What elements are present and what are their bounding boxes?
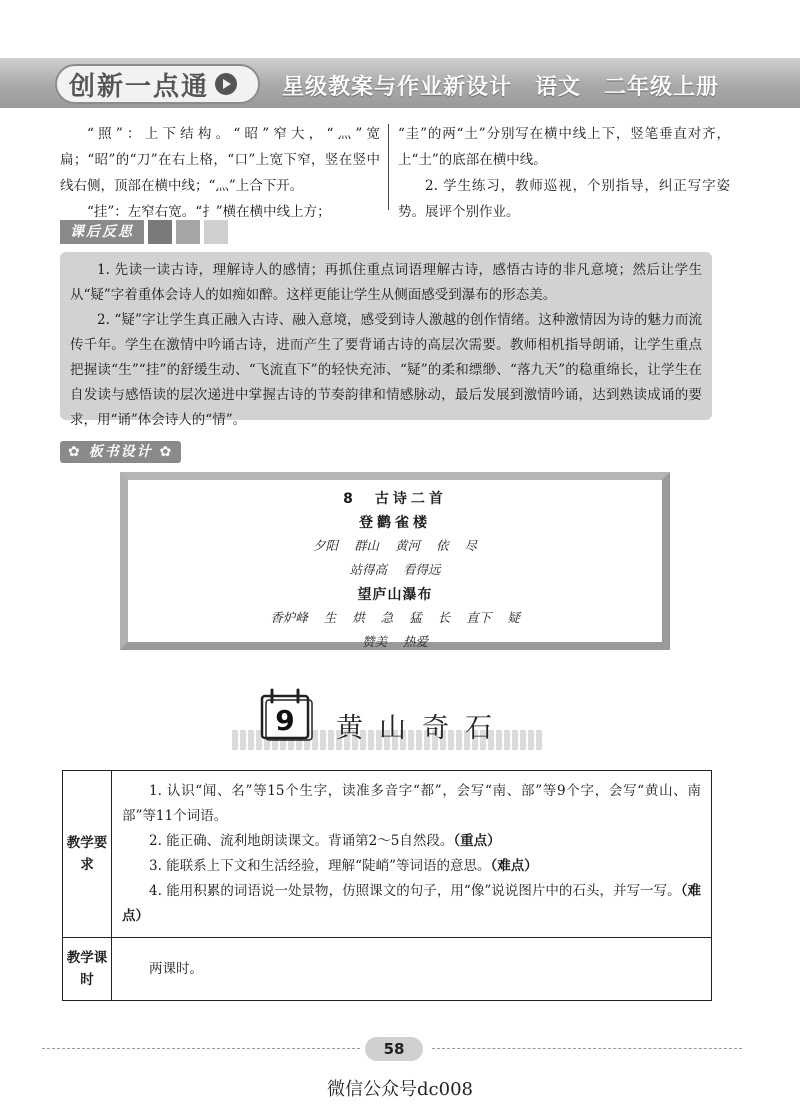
table-row	[63, 771, 712, 938]
poem-keywords: 香炉峰 生 烘 急 猛 长 直下 疑	[270, 610, 520, 625]
paragraph: 2. 学生练习，教师巡视，个别指导，纠正写字姿势。展评个别作业。	[398, 178, 730, 220]
table-row	[63, 938, 712, 1001]
reflection-paragraph: 1. 先读一读古诗，理解诗人的感情；再抓住重点词语理解古诗，感悟古诗的非凡意境；然后让学生从“疑”字着重体会诗人的如痴如醉。这样更能让学生从侧面感受到瀑布的形态美。	[70, 262, 702, 303]
requirement-item: 1. 认识“闻、名”等15个生字，读准多音字“都”，会写“南、部”等9个字，会写“黄山、南部”等11个词语。	[122, 783, 701, 824]
brand-name: 创新一点通	[69, 71, 210, 102]
board-design-label: 板书设计	[88, 444, 153, 460]
lesson-number: 9	[275, 704, 295, 737]
requirements-cell	[112, 771, 712, 938]
poem-keywords: 站得高 看得远	[349, 562, 441, 577]
row-header: 教学要求	[63, 771, 112, 938]
play-arrow-icon	[215, 73, 237, 95]
watermark: 微信公众号dc008	[327, 1079, 473, 1100]
footer-dashed-line	[42, 1048, 360, 1049]
poem-title: 望庐山瀑布	[357, 587, 433, 603]
poem-keywords: 赞美 热爱	[361, 634, 429, 649]
lesson-title: 黄山奇石	[336, 713, 508, 744]
footer-dashed-line	[432, 1048, 742, 1049]
difficulty-note: （难点）	[122, 883, 701, 924]
board-title: 8 古诗二首	[343, 491, 447, 507]
reflection-label: 课后反思	[60, 220, 144, 244]
row-header: 教学课时	[63, 938, 112, 1001]
periods-cell	[112, 938, 712, 1001]
flower-icon: ✿	[159, 444, 174, 460]
difficulty-note: （难点）	[490, 858, 538, 874]
poem-title: 登鹳雀楼	[359, 515, 431, 531]
left-column-text	[60, 121, 380, 225]
teaching-requirements-table	[62, 770, 712, 1001]
column-divider	[388, 124, 389, 210]
requirement-item: 3. 能联系上下文和生活经验，理解“陡峭”等词语的意思。（难点）	[149, 858, 538, 874]
reflection-paragraph: 2. “疑”字让学生真正融入古诗、融入意境，感受到诗人激越的创作情绪。这种激情因为诗的魅力而流传千年。学生在激情中吟诵古诗，进而产生了要背诵古诗的高层次需要。教师相机指导朗诵，让学生重点把握读“生”“挂”的舒缓生动、“飞流直下”的轻快充沛、“疑”的柔和缥缈、“落九天”的稳重绵长，让学生在自发读与感悟读的层次递进中掌握古诗的节奏韵律和情感脉动，最后发展到激情吟诵，达到熟读成诵的要求，用“诵”体会诗人的“情”。	[70, 312, 702, 428]
page-number: 58	[365, 1037, 423, 1061]
periods-text: 两课时。	[149, 960, 203, 977]
decor-block	[204, 220, 228, 244]
requirement-item: 2. 能正确、流利地朗读课文。背诵第2～5自然段。（重点）	[149, 833, 501, 849]
paragraph: “照”：上下结构。“昭”窄大，“灬”宽扁；“昭”的“刀”在右上格，“口”上宽下窄，竖在竖中线右侧，顶部在横中线；“灬”上合下开。	[60, 126, 380, 194]
paragraph: “圭”的两“土”分别写在横中线上下，竖笔垂直对齐，上“土”的底部在横中线。	[398, 126, 730, 168]
decor-block	[148, 220, 172, 244]
requirement-item: 4. 能用积累的词语说一处景物，仿照课文的句子，用“像”说说图片中的石头，并写一写。（难点）	[122, 883, 701, 924]
flower-icon: ✿	[68, 444, 82, 460]
key-point-note: （重点）	[453, 833, 501, 849]
right-column-text	[398, 121, 730, 225]
reflection-heading	[60, 219, 228, 245]
brand-badge	[55, 64, 260, 104]
poem-keywords: 夕阳 群山 黄河 依 尽	[312, 538, 478, 553]
calendar-icon	[258, 686, 314, 742]
book-subtitle: 星级教案与作业新设计 语文 二年级上册	[282, 75, 720, 100]
decor-block	[176, 220, 200, 244]
board-design-heading	[60, 441, 181, 463]
reflection-box	[60, 252, 712, 428]
paragraph: “挂”：左窄右宽。“扌”横在横中线上方；	[87, 204, 331, 220]
blackboard	[120, 472, 670, 650]
